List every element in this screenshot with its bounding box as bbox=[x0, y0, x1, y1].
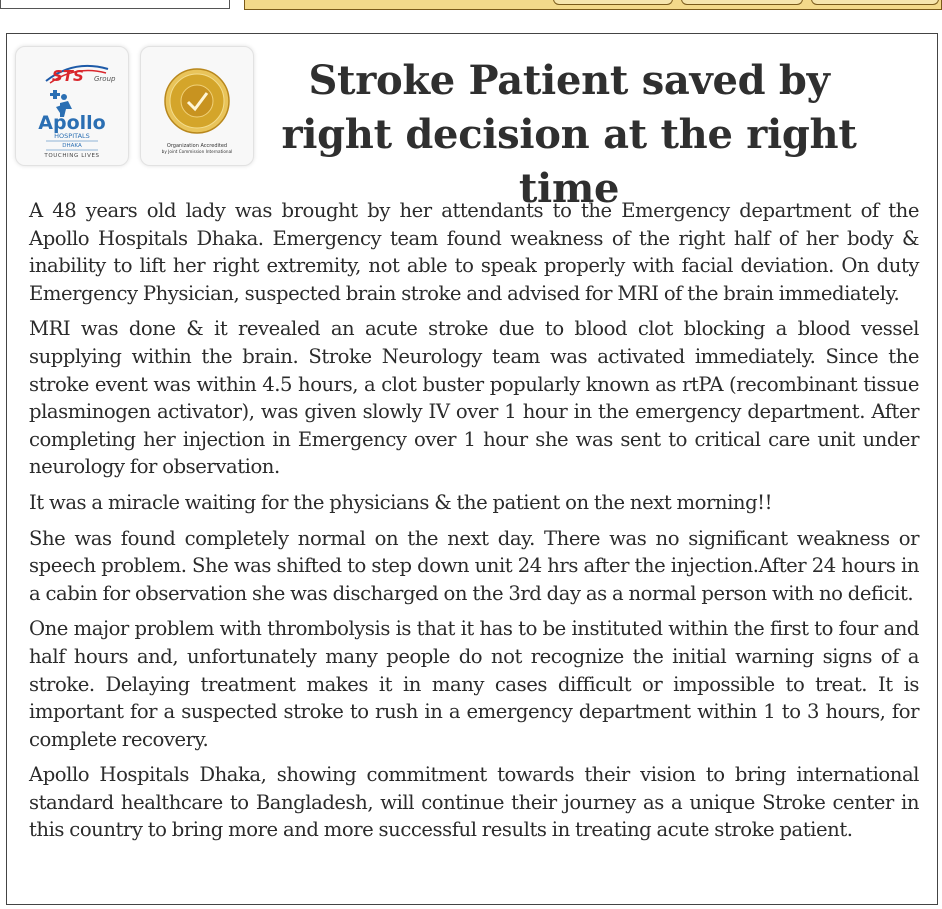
apollo-city-text: DHAKA bbox=[62, 143, 82, 149]
jci-seal-graphic bbox=[141, 47, 253, 165]
apollo-name-text: Apollo bbox=[38, 112, 106, 134]
decor-pill bbox=[553, 0, 673, 5]
previous-ad-edge-left bbox=[0, 0, 230, 9]
article-panel bbox=[6, 33, 938, 905]
sts-brand-text: STS bbox=[52, 67, 84, 85]
apollo-sub-text: HOSPITALS bbox=[54, 132, 90, 140]
apollo-hospitals-logo bbox=[15, 46, 129, 166]
decor-pill bbox=[681, 0, 803, 5]
sts-group-text: Group bbox=[94, 75, 116, 83]
apollo-logo-graphic bbox=[16, 47, 128, 165]
article-paragraph: A 48 years old lady was brought by her attendants to the Emergency department of the Apollo Hospitals Dhaka. Emergency team found weakness of the right half of her body & inability to lift her right extremity, not able to speak properly with facial deviation. On duty Emergency Physician, suspected brain stroke and advised for MRI of the brain immediately. bbox=[29, 199, 919, 305]
apollo-tagline-text: TOUCHING LIVES bbox=[44, 153, 100, 159]
article-title: Stroke Patient saved by right decision at the right time bbox=[281, 57, 857, 212]
decor-pill bbox=[811, 0, 939, 5]
top-strip bbox=[0, 0, 942, 10]
jci-caption-line1: Organization Accredited bbox=[166, 143, 228, 149]
jci-accreditation-seal bbox=[140, 46, 254, 166]
article-paragraph: MRI was done & it revealed an acute stroke due to blood clot blocking a blood vessel supplying within the brain. Stroke Neurology team was activated immediately. Since the stroke event was within 4.5 hours, a clot buster popularly known as rtPA (recombinant tissue plasminogen activator), was given slowly IV over 1 hour in the emergency department. After completing her injection in Emergency over 1 hour she was sent to critical care unit under neurology for observation. bbox=[29, 317, 919, 479]
article-paragraph: She was found completely normal on the next day. There was no significant weakness or speech problem. She was shifted to step down unit 24 hrs after the injection.After 24 hours in a cabin for observation she was discharged on the 3rd day as a normal person with no deficit. bbox=[29, 526, 919, 605]
article-paragraph: One major problem with thrombolysis is that it has to be instituted within the first to four and half hours and, unfortunately many people do not recognize the initial warning signs of a stroke. Delaying treatment makes it in many cases difficult or impossible to treat. It is important for a suspected stroke to rush in a emergency department within 1 to 3 hours, for complete recovery. bbox=[29, 617, 919, 751]
previous-ad-edge-right bbox=[244, 0, 942, 10]
article-paragraph: It was a miracle waiting for the physicians & the patient on the next morning!! bbox=[29, 490, 773, 514]
article-body bbox=[29, 197, 919, 852]
jci-caption-line2: by Joint Commission International bbox=[161, 149, 233, 154]
article-paragraph: Apollo Hospitals Dhaka, showing commitment towards their vision to bring international standard healthcare to Bangladesh, will continue their journey as a unique Stroke center in this country to bring more and more successful results in treating acute stroke patient. bbox=[29, 763, 919, 842]
